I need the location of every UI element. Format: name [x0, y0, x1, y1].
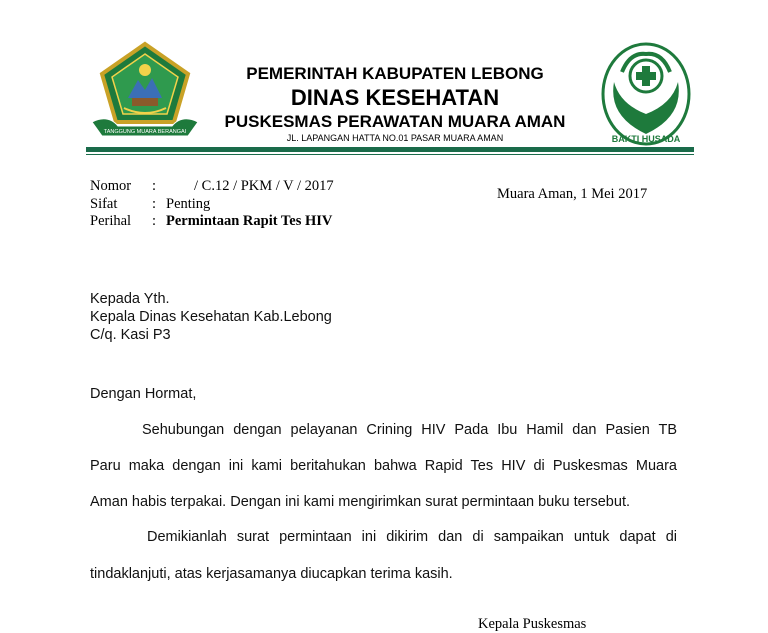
nomor-colon: : [152, 178, 157, 194]
paragraph-1-line-1: Sehubungan dengan pelayanan Crining HIV Pada Ibu Hamil dan Pasien TB [142, 422, 677, 438]
sifat-colon: : [152, 196, 157, 212]
paragraph-2-line-2: tindaklanjuti, atas kerjasamanya diucapkan terima kasih. [90, 566, 453, 582]
signature-title: Kepala Puskesmas [478, 616, 587, 632]
perihal-colon: : [152, 213, 157, 229]
recipient-line-2: Kepala Dinas Kesehatan Kab.Lebong [90, 309, 332, 325]
nomor-value: / C.12 / PKM / V / 2017 [194, 178, 334, 194]
perihal-value: Permintaan Rapit Tes HIV [166, 213, 333, 229]
lebong-emblem-logo [88, 40, 202, 140]
recipient-line-3: C/q. Kasi P3 [90, 327, 171, 343]
place-date: Muara Aman, 1 Mei 2017 [497, 186, 648, 202]
bakti-husada-logo-text: BAKTI HUSADA [611, 134, 681, 144]
sifat-value: Penting [166, 196, 211, 212]
lebong-emblem-ribbon-text: TANGGUNG MUARA BERANGAI [103, 129, 187, 135]
sifat-label: Sifat [90, 196, 118, 212]
recipient-line-1: Kepada Yth. [90, 291, 170, 307]
greeting: Dengan Hormat, [90, 386, 197, 402]
header-line-health-center: PUSKESMAS PERAWATAN MUARA AMAN [224, 112, 566, 131]
paragraph-1-line-2: Paru maka dengan ini kami beritahukan bahwa Rapid Tes HIV di Puskesmas Muara [90, 458, 677, 474]
letterhead-divider-thick [86, 147, 694, 152]
paragraph-2-line-1: Demikianlah surat permintaan ini dikirim dan di sampaikan untuk dapat di [147, 529, 677, 545]
letterhead-divider-thin [86, 154, 694, 155]
paragraph-1-line-3: Aman habis terpakai. Dengan ini kami mengirimkan surat permintaan buku tersebut. [90, 494, 630, 510]
nomor-label: Nomor [90, 178, 132, 194]
header-line-government: PEMERINTAH KABUPATEN LEBONG [246, 64, 544, 83]
bakti-husada-logo [600, 42, 692, 146]
header-line-department: DINAS KESEHATAN [290, 85, 500, 110]
perihal-label: Perihal [90, 213, 132, 229]
header-address: JL. LAPANGAN HATTA NO.01 PASAR MUARA AMAN [286, 133, 504, 143]
